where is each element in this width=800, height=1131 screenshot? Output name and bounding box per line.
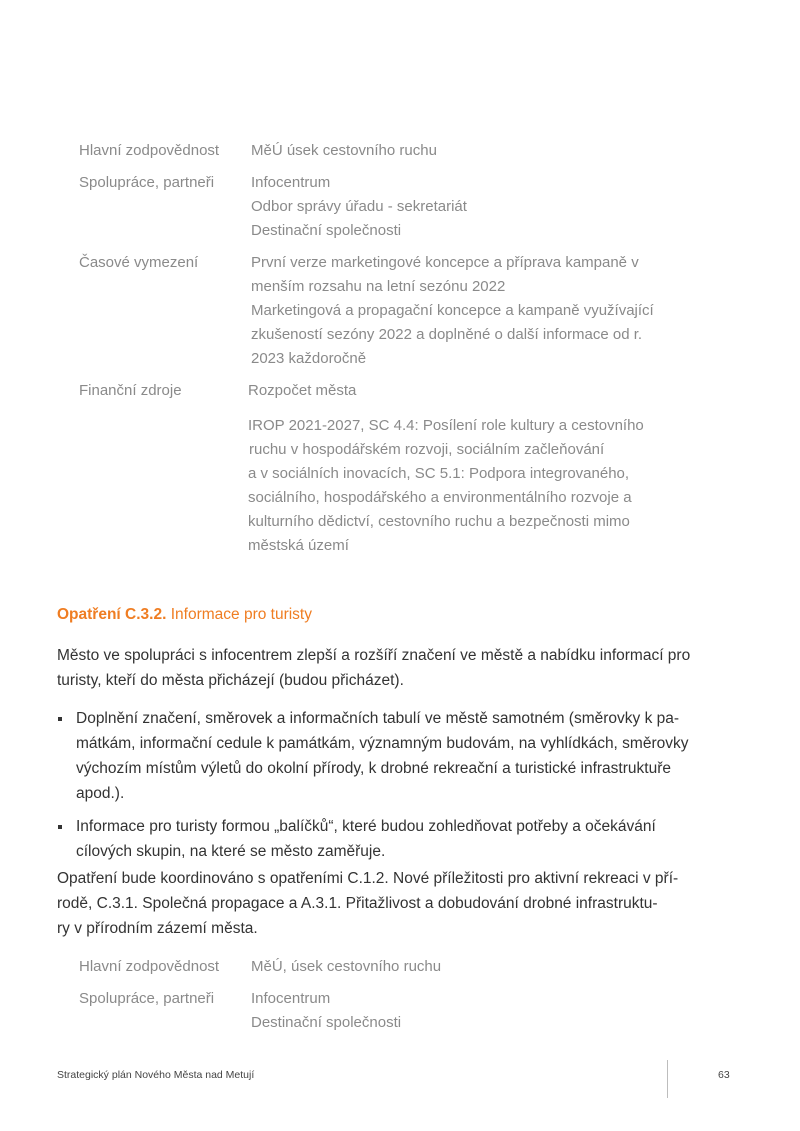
value-line: Infocentrum (251, 174, 331, 191)
responsibility-table-2 (79, 955, 699, 1035)
page-number: 63 (718, 1069, 730, 1081)
value-line: a v sociálních inovacích, SC 5.1: Podpora integrovaného, (248, 465, 630, 482)
value-line: První verze marketingové koncepce a příprava kampaně v (251, 254, 639, 271)
text-line: Město ve spolupráci s infocentrem zlepší a rozšíří značení ve městě a nabídku informací pro (57, 647, 691, 664)
row-label: Hlavní zodpovědnost (79, 142, 220, 159)
value-line: Odbor správy úřadu - sekretariát (251, 198, 467, 215)
row-value (251, 987, 699, 1035)
measure-title: Informace pro turisty (170, 606, 312, 623)
bullet-list (57, 706, 689, 864)
coordination-paragraph (57, 866, 677, 941)
text-line: mátkám, informační cedule k památkám, významným budovám, na vyhlídkách, směrovky (76, 735, 689, 752)
value-line: MěÚ úsek cestovního ruchu (251, 142, 437, 159)
table-row (79, 955, 699, 979)
bullet-marker (57, 814, 76, 864)
value-line: ruchu v hospodářském rozvoji, sociálním začleňování (249, 441, 605, 458)
value-line: 2023 každoročně (251, 350, 367, 367)
responsibility-table (79, 139, 699, 558)
value-line: zkušeností sezóny 2022 a doplněné o další informace od r. (251, 326, 643, 343)
measure-heading (57, 603, 312, 627)
row-label: Časové vymezení (79, 254, 199, 271)
value-line: Destinační společnosti (251, 222, 402, 239)
list-item (57, 706, 689, 806)
table-row (79, 379, 699, 558)
row-value (248, 379, 699, 558)
row-value (251, 251, 699, 371)
value-line: menším rozsahu na letní sezónu 2022 (251, 278, 506, 295)
text-line: turisty, kteří do města přicházejí (budou přicházet). (57, 672, 404, 689)
row-label: Hlavní zodpovědnost (79, 958, 220, 975)
value-line: Infocentrum (251, 990, 331, 1007)
value-line: Rozpočet města (248, 382, 357, 399)
value-line: sociálního, hospodářského a environmentálního rozvoje a (248, 489, 632, 506)
list-item (57, 814, 677, 864)
table-row (79, 139, 699, 163)
row-label: Spolupráce, partneři (79, 174, 215, 191)
text-line: rodě, C.3.1. Společná propagace a A.3.1. Přitažlivost a dobudování drobné infrastruktu- (57, 895, 658, 912)
value-line: kulturního dědictví, cestovního ruchu a bezpečnosti mimo (248, 513, 630, 530)
text-line: ry v přírodním zázemí města. (57, 920, 258, 937)
footer-title: Strategický plán Nového Města nad Metují (57, 1069, 255, 1081)
table-row (79, 171, 699, 243)
footer-divider (667, 1060, 668, 1098)
row-label: Spolupráce, partneři (79, 990, 215, 1007)
value-line: Marketingová a propagační koncepce a kampaně využívající (251, 302, 654, 319)
bullet-marker (57, 706, 76, 806)
value-line: Destinační společnosti (251, 1014, 402, 1031)
value-line: MěÚ, úsek cestovního ruchu (251, 958, 442, 975)
table-row (79, 987, 699, 1035)
text-line: Doplnění značení, směrovek a informačních tabulí ve městě samotném (směrovky k pa- (76, 710, 680, 727)
measure-code: Opatření C.3.2. (57, 606, 167, 623)
value-line: IROP 2021-2027, SC 4.4: Posílení role kultury a cestovního (248, 417, 644, 434)
row-value (251, 139, 699, 163)
row-value (251, 955, 699, 979)
text-line: Opatření bude koordinováno s opatřeními C.1.2. Nové příležitosti pro aktivní rekreaci v pří- (57, 870, 679, 887)
value-line: městská území (248, 537, 349, 554)
intro-paragraph (57, 643, 691, 693)
text-line: výchozím místům výletů do okolní přírody, k drobné rekreační a turistické infrastruktuře (76, 760, 671, 777)
text-line: cílových skupin, na které se město zaměřuje. (76, 843, 386, 860)
table-row (79, 251, 699, 371)
text-line: apod.). (76, 785, 125, 802)
row-value (251, 171, 699, 243)
text-line: Informace pro turisty formou „balíčků“, které budou zohledňovat potřeby a očekávání (76, 818, 656, 835)
row-label: Finanční zdroje (79, 382, 182, 399)
